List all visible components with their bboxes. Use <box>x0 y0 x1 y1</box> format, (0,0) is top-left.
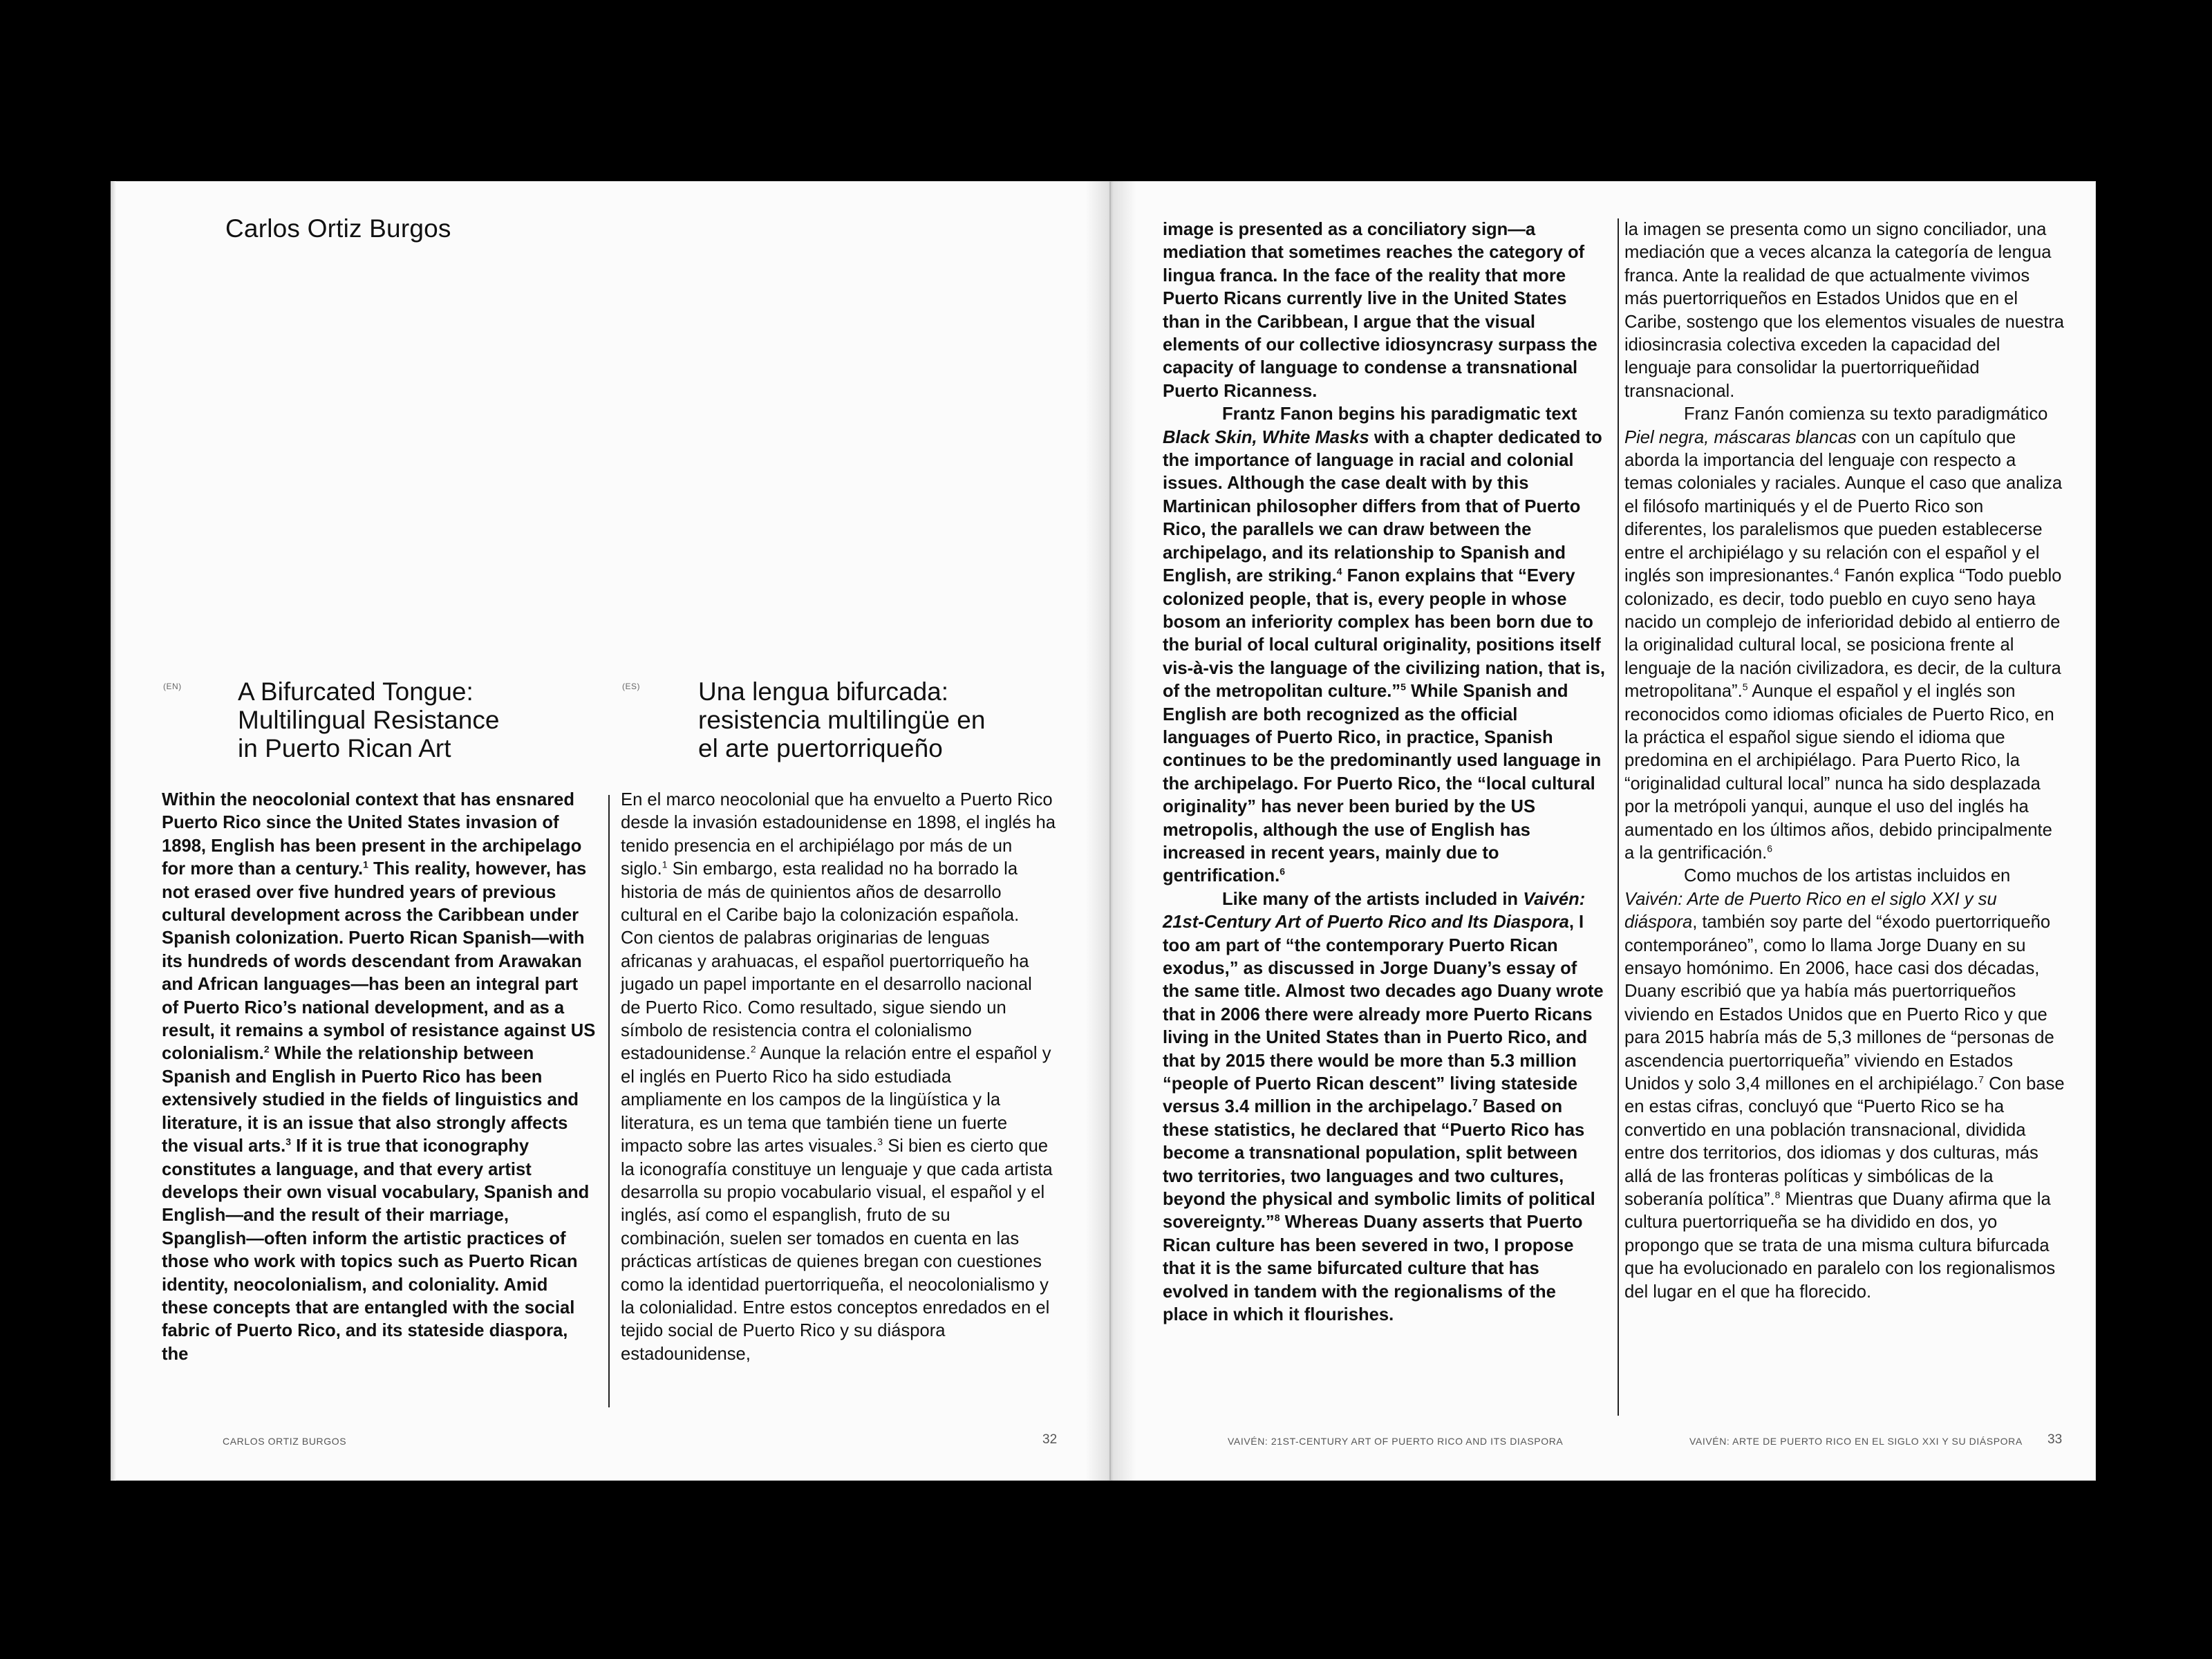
english-body-column <box>162 789 597 1366</box>
author-name: Carlos Ortiz Burgos <box>225 214 451 243</box>
page-number: 32 <box>1042 1432 1058 1447</box>
spanish-title: Una lengua bifurcada: resistencia multilingüe en el arte puertorriqueño <box>698 677 986 762</box>
body-paragraph: Franz Fanón comienza su texto paradigmático Piel negra, máscaras blancas con un capítulo que aborda la importancia del lenguaje con respecto a temas coloniales y raciales. Aunque el caso que analiza el filósofo martiniqués y el de Puerto Rico son diferentes, los paralelismos que pueden establecerse entre el archipiélago y su relación con el español y el inglés son impresionantes.$^4$ Fanón explica “Todo pueblo colonizado, es decir, todo pueblo en cuyo seno haya nacido un complejo de inferioridad debido al entierro de la originalidad cultural local, se posiciona frente al lenguaje de la nación civilizadora, es decir, de la cultura metropolitana”.$^5$ Aunque el español y el inglés son reconocidos como idiomas oficiales de Puerto Rico, en la práctica el español sigue siendo el idioma que predomina en el archipiélago. Para Puerto Rico, la “originalidad cultural local” nunca ha sido desplazada por la metrópoli yanqui, aunque el uso del inglés ha aumentado en los últimos años, debido principalmente a la gentrificación.$^6$ <box>1624 404 2063 863</box>
body-paragraph: Como muchos de los artistas incluidos en Vaivén: Arte de Puerto Rico en el siglo XXI y su diáspora, también soy parte del “éxodo puertorriqueño contemporáneo”, como lo llama Jorge Duany en su ensayo homónimo. En 2006, hace casi dos décadas, Duany escribió que ya había más puertorriqueños viviendo en Estados Unidos que en Puerto Rico y que para 2015 habría más de 5,3 millones de “personas de ascendencia puertorriqueña” viviendo en Estados Unidos y solo 3,4 millones en el archipiélago.$^7$ Con base en estas cifras, concluyó que “Puerto Rico se ha convertido en una población transnacional, dividida entre dos territorios, dos idiomas y dos culturas, más allá de las fronteras políticas y simbólicas de la soberanía política”.$^8$ Mientras que Duany afirma que la cultura puertorriqueña se ha dividido en dos, yo propongo que se trata de una misma cultura bifurcada que ha evolucionado en paralelo con los regionalismos del lugar en el que ha florecido. <box>1624 866 2065 1302</box>
english-tag: (EN) <box>163 682 182 691</box>
english-title: A Bifurcated Tongue: Multilingual Resistance in Puerto Rican Art <box>238 677 500 762</box>
body-paragraph: Frantz Fanon begins his paradigmatic text Black Skin, White Masks with a chapter dedicated to the importance of language in racial and colonial issues. Although the case dealt with by this Martinican philosopher differs from that of Puerto Rico, the parallels we can draw between the archipelago, and its relationship to Spanish and English, are striking.$^4$ Fanon explains that “Every colonized people, that is, every people in whose bosom an inferiority complex has been born due to the burial of local cultural originality, positions itself vis-à-vis the language of the civilizing nation, that is, of the metropolitan culture.”$^5$ While Spanish and English are both recognized as the official languages of Puerto Rico, in practice, Spanish continues to be the predominantly used language in the archipelago. For Puerto Rico, the “local cultural originality” has never been buried by the US metropolis, although the use of English has increased in recent years, mainly due to gentrification.$^6$ <box>1163 404 1605 886</box>
footnote-marker: 7 <box>1978 1074 1984 1085</box>
footnote-marker: 5 <box>1400 681 1406 693</box>
spanish-tag: (ES) <box>622 682 640 691</box>
footnote-marker: 1 <box>662 859 668 870</box>
body-paragraph: image is presented as a conciliatory sign—a mediation that sometimes reaches the category of lingua franca. In the face of the reality that more Puerto Ricans currently live in the United States than in the Caribbean, I argue that the visual elements of our collective idiosyncrasy surpass the capacity of language to condense a transnational Puerto Ricanness. <box>1163 220 1597 401</box>
footnote-marker: 5 <box>1742 681 1748 693</box>
italic-title: Vaivén: 21st-Century Art of Puerto Rico and Its Diaspora <box>1163 889 1586 932</box>
body-paragraph: la imagen se presenta como un signo conciliador, una mediación que a veces alcanza la categoría de lengua franca. Ante la realidad de que actualmente vivimos más puertorriqueños en Estados Unidos que en el Caribe, sostengo que los elementos visuales de nuestra idiosincrasia colectiva exceden la capacidad del lenguaje para consolidar la puertorriqueñidad transnacional. <box>1624 220 2064 401</box>
spanish-body-column <box>621 789 1056 1366</box>
footnote-marker: 8 <box>1774 1189 1781 1201</box>
footnote-marker: 7 <box>1472 1096 1478 1108</box>
footnote-marker: 4 <box>1834 565 1839 577</box>
english-body-column <box>1163 218 1605 1327</box>
body-paragraph: Like many of the artists included in Vaivén: 21st-Century Art of Puerto Rico and Its Diaspora, I too am part of “the contemporary Puerto Rican exodus,” as discussed in Jorge Duany’s essay of the same title. Almost two decades ago Duany wrote that in 2006 there were already more Puerto Ricans living in the United States than in Puerto Rico, and that by 2015 there would be more than 5.3 million “people of Puerto Rican descent” living stateside versus 3.4 million in the archipelago.$^7$ Based on these statistics, he declared that “Puerto Rico has become a transnational population, split between two territories, two languages and two cultures, beyond the physical and symbolic limits of political sovereignty.”$^8$ Whereas Duany asserts that Puerto Rican culture has been severed in two, I propose that it is the same bifurcated culture that has evolved in tandem with the regionalisms of the place in which it flourishes. <box>1163 889 1604 1325</box>
body-paragraph: En el marco neocolonial que ha envuelto a Puerto Rico desde la invasión estadounidense en 1898, el inglés ha tenido presencia en el archipiélago por más de un siglo.$^1$ Sin embargo, esta realidad no ha borrado la historia de más de quinientos años de desarrollo cultural en el Caribe bajo la colonización española. Con cientos de palabras originarias de lenguas africanas y arahuacas, el español puertorriqueño ha jugado un papel importante en el desarrollo nacional de Puerto Rico. Como resultado, sigue siendo un símbolo de resistencia contra el colonialismo estadounidense.$^2$ Aunque la relación entre el español y el inglés en Puerto Rico ha sido estudiada ampliamente en los campos de la lingüística y la literatura, es un tema que también tiene un fuerte impacto sobre las artes visuales.$^3$ Si bien es cierto que la iconografía constituye un lenguaje y que cada artista desarrolla su propio vocabulario visual, el español y el inglés, así como el espanglish, fruto de su combinación, suelen ser tomados en cuenta en las prácticas artísticas de quienes bregan con cuestiones como la identidad puertorriqueña, el neocolonialismo y la colonialidad. Entre estos conceptos enredados en el tejido social de Puerto Rico y su diáspora estadounidense, <box>621 790 1056 1364</box>
footnote-marker: 2 <box>263 1043 270 1055</box>
right-running-footer-en: VAIVÉN: 21ST-CENTURY ART OF PUERTO RICO AND ITS DIASPORA <box>1228 1436 1564 1447</box>
footnote-marker: 3 <box>877 1136 883 1147</box>
italic-title: Vaivén: Arte de Puerto Rico en el siglo XXI y su diáspora <box>1624 889 1997 932</box>
footnote-marker: 6 <box>1280 865 1286 877</box>
italic-title: Piel negra, máscaras blancas <box>1624 427 1857 447</box>
column-divider <box>608 795 610 1407</box>
left-running-footer: CARLOS ORTIZ BURGOS <box>223 1436 347 1447</box>
footnote-marker: 8 <box>1274 1212 1280 1224</box>
body-paragraph: Within the neocolonial context that has ensnared Puerto Rico since the United States invasion of 1898, English has been present in the archipelago for more than a century.$^1$ This reality, however, has not erased over five hundred years of previous cultural development across the Caribbean under Spanish colonization. Puerto Rican Spanish—with its hundreds of words descendant from Arawakan and African languages—has been an integral part of Puerto Rico’s national development, and as a result, it remains a symbol of resistance against US colonialism.$^2$ While the relationship between Spanish and English in Puerto Rico has been extensively studied in the fields of linguistics and literature, it is an issue that also strongly affects the visual arts.$^3$ If it is true that iconography constitutes a language, and that every artist develops their own visual vocabulary, Spanish and English—and the result of their marriage, Spanglish—often inform the artistic practices of those who work with topics such as Puerto Rican identity, neocolonialism, and coloniality. Amid these concepts that are entangled with the social fabric of Puerto Rico, and its stateside diaspora, the <box>162 790 596 1364</box>
italic-title: Black Skin, White Masks <box>1163 427 1369 447</box>
page-number: 33 <box>2047 1432 2063 1447</box>
column-divider <box>1618 218 1619 1416</box>
footnote-marker: 4 <box>1336 565 1342 577</box>
footnote-marker: 6 <box>1767 843 1773 854</box>
footnote-marker: 3 <box>285 1136 292 1147</box>
page-edge <box>111 181 116 1481</box>
footnote-marker: 1 <box>363 859 368 870</box>
spanish-body-column <box>1624 218 2067 1304</box>
right-running-footer-es: VAIVÉN: ARTE DE PUERTO RICO EN EL SIGLO XXI Y SU DIÁSPORA <box>1689 1436 2023 1447</box>
footnote-marker: 2 <box>750 1043 756 1055</box>
